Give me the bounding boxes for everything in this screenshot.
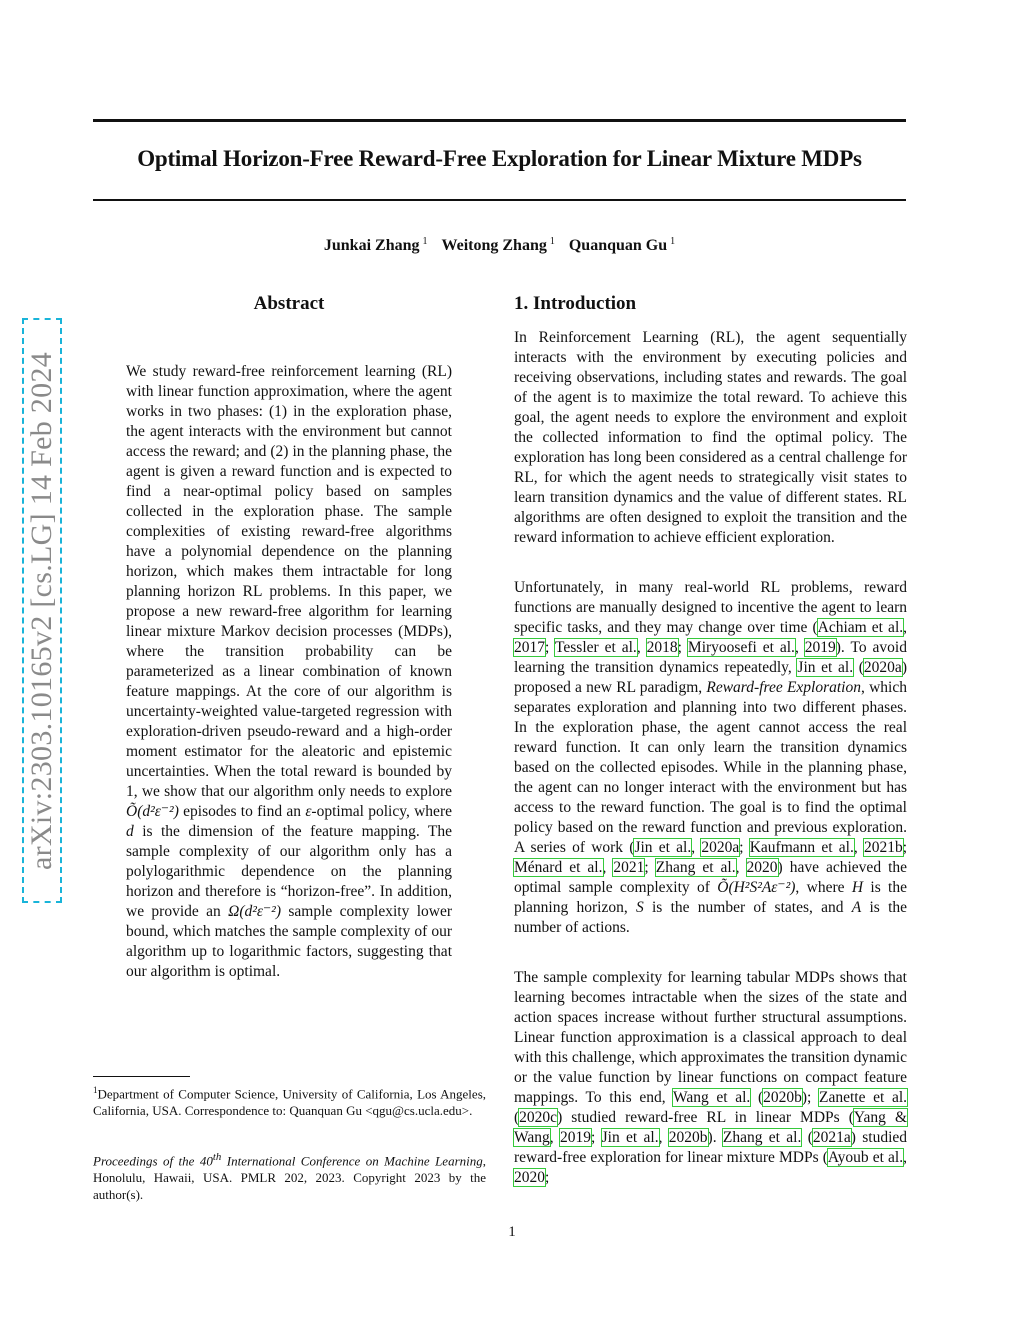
arxiv-identifier[interactable]: arXiv:2303.10165v2 [cs.LG] 14 Feb 2024 [25,351,58,870]
citation-link[interactable]: Kaufmann et al. [749,839,854,856]
citation-link[interactable]: Ayoub et al. [827,1149,904,1166]
intro-paragraph: Unfortunately, in many real-world RL problems, reward functions are manually designed to incentive the agent to learn specific tasks, and they may change over time (Achiam et al., 2017; Tessler et al., 2018; Miryoosefi et al., 2019). To avoid learning the transition dynamics repeatedly, Jin et al. (2020a) proposed a new RL paradigm, Reward-free Exploration, which separates exploration and planning into two different phases. In the exploration phase, the agent cannot access the real reward function. It can only learn the transition dynamics based on the collected episodes. While in the planning phase, the agent can no longer interact with the environment but has access to the reward function. The goal is to find the optimal policy based on the reward function and previous exploration. A series of work (Jin et al., 2020a; Kaufmann et al., 2021b; Ménard et al., 2021; Zhang et al., 2020) have achieved the optimal sample complexity of Õ(H²S²Aε⁻²), where H is the planning horizon, S is the number of states, and A is the number of actions. [514,579,908,936]
title-rule-top [93,119,906,122]
page-number: 1 [508,1224,516,1240]
author [441,237,554,254]
affiliation-mark: 1 [549,236,555,247]
author [569,237,675,254]
citation-link[interactable]: 2020 [514,1169,545,1186]
citation-link[interactable]: Jin et al. [601,1129,659,1146]
citation-link[interactable]: Zhang et al. [722,1129,802,1146]
citation-link[interactable]: Tessler et al. [554,639,637,656]
citation-link[interactable]: 2017 [514,639,545,656]
author-list [93,236,906,255]
citation-link[interactable]: Miryoosefi et al. [687,639,795,656]
citation-link[interactable]: 2020b [763,1089,802,1106]
arxiv-stamp[interactable] [22,318,62,903]
citation-link[interactable]: 2018 [646,639,678,656]
abstract-text: We study reward-free reinforcement learning (RL) with linear function approximation, where the agent works in two phases: (1) in the exploration phase, the agent interacts with the environment but cannot access the reward; and (2) in the planning phase, the agent is given a reward function and is expected to find a near-optimal policy based on samples collected in the exploration phase. The sample complexities of existing reward-free algorithms have a polynomial dependence on the planning horizon, which makes them intractable for long planning horizon RL problems. In this paper, we propose a new reward-free algorithm for learning linear mixture Markov decision processes (MDPs), where the transition probability can be parameterized as a linear combination of known feature mappings. At the core of our algorithm is uncertainty-weighted value-targeted regression with exploration-driven pseudo-reward and a high-order moment estimator for the aleatoric and epistemic uncertainties. When the total reward is bounded by 1, we show that our algorithm only needs to explore Õ(d²ε⁻²) episodes to find an ε-optimal policy, where d is the dimension of the feature mapping. The sample complexity of our algorithm only has a polylogarithmic dependence on the planning horizon and therefore is “horizon-free”. In addition, we provide an Ω(d²ε⁻²) sample complexity lower bound, which matches the sample complexity of our algorithm up to logarithmic factors, suggesting that our algorithm is optimal. [126,363,452,980]
citation-link[interactable]: Jin et al. [634,839,692,856]
citation-link[interactable]: 2021 [613,859,645,876]
citation-link[interactable]: Ménard et al. [514,859,603,876]
citation-link[interactable]: 2021b [863,839,903,856]
footnote-mark: 1 [93,1085,98,1095]
citation-link[interactable]: 2020a [863,659,902,676]
author-name: Quanquan Gu [568,237,668,254]
author-name: Weitong Zhang [441,237,547,254]
title-rule-bottom [93,199,906,201]
affiliation-footnote [93,1082,486,1119]
section-heading-introduction: 1. Introduction [514,293,637,314]
citation-link[interactable]: Wang et al. [672,1089,751,1106]
author [324,237,428,254]
footnote-text: Department of Computer Science, University of California, Los Angeles, California, USA. Correspondence to: Quanquan Gu <qgu@cs.ucla.edu>. [93,1086,486,1119]
citation-link[interactable]: Zhang et al. [655,859,736,876]
citation-link[interactable]: 2020 [746,859,778,876]
citation-link[interactable]: Achiam et al. [817,619,904,636]
intro-paragraph: The sample complexity for learning tabular MDPs shows that learning becomes intractable when the sizes of the state and action spaces increase without further structural assumptions. Linear function approximation is a classical approach to deal with this challenge, which approximates the transition dynamic or the value function by linear functions on compact feature mappings. To this end, Wang et al. (2020b); Zanette et al. (2020c) studied reward-free RL in linear MDPs (Yang & Wang, 2019; Jin et al., 2020b). Zhang et al. (2021a) studied reward-free exploration for linear mixture MDPs (Ayoub et al., 2020; [514,969,908,1186]
footnote-divider [93,1076,190,1077]
citation-link[interactable]: Yang & Wang [514,1109,908,1146]
affiliation-mark: 1 [670,236,676,247]
abstract-heading: Abstract [253,293,325,314]
intro-paragraph: In Reinforcement Learning (RL), the agent sequentially interacts with the environment by executing policies and receiving observations, including states and rewards. The goal of the agent is to maximize the total reward. To achieve this goal, the agent needs to explore the environment and exploit the collected information to find the optimal policy. The exploration has long been considered as a central challenge for RL, for which the agent needs to strategically visit states to learn transition dynamics and the value of different states. RL algorithms are often designed to exploit the transition and the reward information to achieve efficient exploration. [514,329,907,546]
citation-link[interactable]: Zanette et al. [819,1089,908,1106]
citation-link[interactable]: 2020a [701,839,740,856]
citation-link[interactable]: 2020c [519,1109,558,1126]
affiliation-mark: 1 [422,236,428,247]
citation-link[interactable]: 2020b [668,1129,708,1146]
citation-link[interactable]: 2019 [804,639,836,656]
citation-link[interactable]: 2021a [812,1129,851,1146]
citation-link[interactable]: 2019 [559,1129,591,1146]
proceedings-note: Proceedings of the 40th International Conference on Machine Learning, Honolulu, Hawaii, USA. PMLR 202, 2023. Copyright 2023 by the author(s). [93,1151,486,1203]
paper-title: Optimal Horizon-Free Reward-Free Exploration for Linear Mixture MDPs [137,146,862,171]
citation-link[interactable]: Jin et al. [797,659,854,676]
author-name: Junkai Zhang [323,237,420,254]
